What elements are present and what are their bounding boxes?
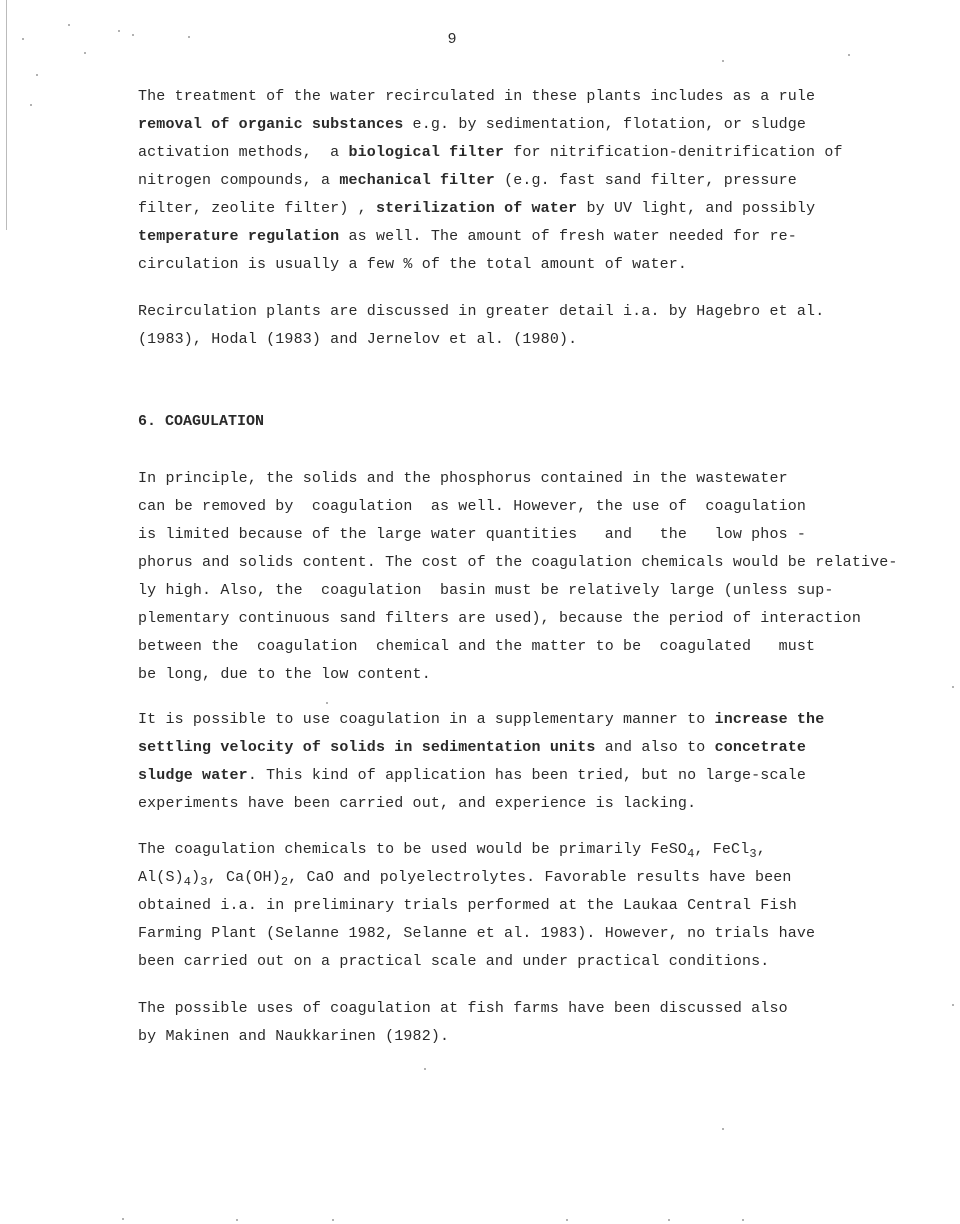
paragraph-recirculation-refs [138,298,918,354]
bold-term: temperature regulation [138,228,340,245]
text-line: by Makinen and Naukkarinen (1982). [138,1028,450,1045]
text-line [138,734,918,762]
text-line [138,706,918,734]
text-run: (e.g. fast sand filter, pressure [494,172,797,189]
bold-term: removal of organic substances [138,116,404,133]
scan-speck [236,1219,238,1221]
bold-term: sludge water [138,767,248,784]
scan-speck [566,1219,568,1221]
bold-term: increase the [714,711,825,728]
text-line [138,762,918,790]
text-run: e.g. by sedimentation, flotation, or sludge [403,116,807,133]
text-line: obtained i.a. in preliminary trials performed at the Laukaa Central Fish [138,897,797,914]
text-line: between the coagulation chemical and the matter to be coagulated must [138,638,816,655]
page-number: 9 [447,30,457,47]
text-run: ) [191,869,201,886]
bold-term: concetrate [714,739,807,756]
subscript: 3 [200,875,208,889]
text-line: ly high. Also, the coagulation basin must be relatively large (unless sup- [138,582,834,599]
scan-speck [722,1128,724,1130]
scan-speck [332,1219,334,1221]
text-line: (1983), Hodal (1983) and Jernelov et al. (1980). [138,331,578,348]
text-line: Recirculation plants are discussed in greater detail i.a. by Hagebro et al. [138,303,825,320]
scan-speck [30,104,32,106]
bold-term: mechanical filter [339,172,495,189]
text-line: In principle, the solids and the phosphorus contained in the wastewater [138,470,788,487]
scan-speck [132,34,134,36]
scan-speck [36,74,38,76]
text-run: as well. The amount of fresh water needed for re- [339,228,797,245]
scan-speck [118,30,120,32]
text-run: It is possible to use coagulation in a supplementary manner to [138,711,715,728]
text-line [138,223,918,251]
subscript: 2 [280,875,289,889]
paragraph-coagulation-chemicals [138,836,918,976]
paragraph-treatment [138,83,918,279]
text-line: been carried out on a practical scale and under practical conditions. [138,953,770,970]
scan-speck [84,52,86,54]
text-line: is limited because of the large water quantities and the low phos - [138,526,807,543]
scan-speck [326,702,328,704]
text-line: The possible uses of coagulation at fish farms have been discussed also [138,1000,788,1017]
scan-speck [68,24,70,26]
scan-speck [722,60,724,62]
text-run: , Ca(OH) [207,869,281,886]
text-line [138,111,918,139]
text-run: nitrogen compounds, a [138,172,340,189]
scan-speck [424,1068,426,1070]
scan-speck [952,686,954,688]
scan-edge-mark [6,0,7,230]
text-line [138,167,918,195]
paragraph-supplementary-use [138,706,918,818]
text-run: for nitrification-denitrification of [504,144,843,161]
text-line: can be removed by coagulation as well. However, the use of coagulation [138,498,807,515]
text-line: plementary continuous sand filters are used), because the period of interaction [138,610,861,627]
scan-speck [668,1219,670,1221]
scan-speck [188,36,190,38]
bold-term: settling velocity of solids in sedimentation units [138,739,596,756]
paragraph-fish-farms [138,995,918,1051]
text-line: circulation is usually a few % of the total amount of water. [138,256,688,273]
text-run: and also to [595,739,715,756]
text-line [138,836,918,864]
text-run: filter, zeolite filter) , [138,200,376,217]
subscript: 3 [749,847,757,861]
scan-speck [952,1004,954,1006]
text-line: phorus and solids content. The cost of the coagulation chemicals would be relative- [138,554,898,571]
scan-speck [22,38,24,40]
text-run: , FeCl [694,841,750,858]
text-line [138,195,918,223]
text-line: The treatment of the water recirculated in these plants includes as a rule [138,88,816,105]
scan-speck [122,1218,124,1220]
text-run: Al(S) [138,869,184,886]
text-line: be long, due to the low content. [138,666,431,683]
text-run: activation methods, a [138,144,349,161]
text-line [138,864,918,892]
scan-speck [848,54,850,56]
section-heading: 6. COAGULATION [138,413,265,430]
text-line: Farming Plant (Selanne 1982, Selanne et al. 1983). However, no trials have [138,925,816,942]
bold-term: sterilization of water [375,200,578,217]
text-line [138,139,918,167]
text-run: . This kind of application has been tried, but no large-scale [247,767,807,784]
text-line: experiments have been carried out, and experience is lacking. [138,795,697,812]
subscript: 4 [183,875,192,889]
subscript: 4 [687,847,695,861]
bold-term: biological filter [348,144,505,161]
paragraph-coagulation-principle [138,465,918,689]
text-run: , [756,841,766,858]
text-run: The coagulation chemicals to be used would be primarily FeSO [138,841,688,858]
scan-speck [742,1219,744,1221]
text-run: , CaO and polyelectrolytes. Favorable results have been [288,869,792,886]
text-run: by UV light, and possibly [577,200,816,217]
